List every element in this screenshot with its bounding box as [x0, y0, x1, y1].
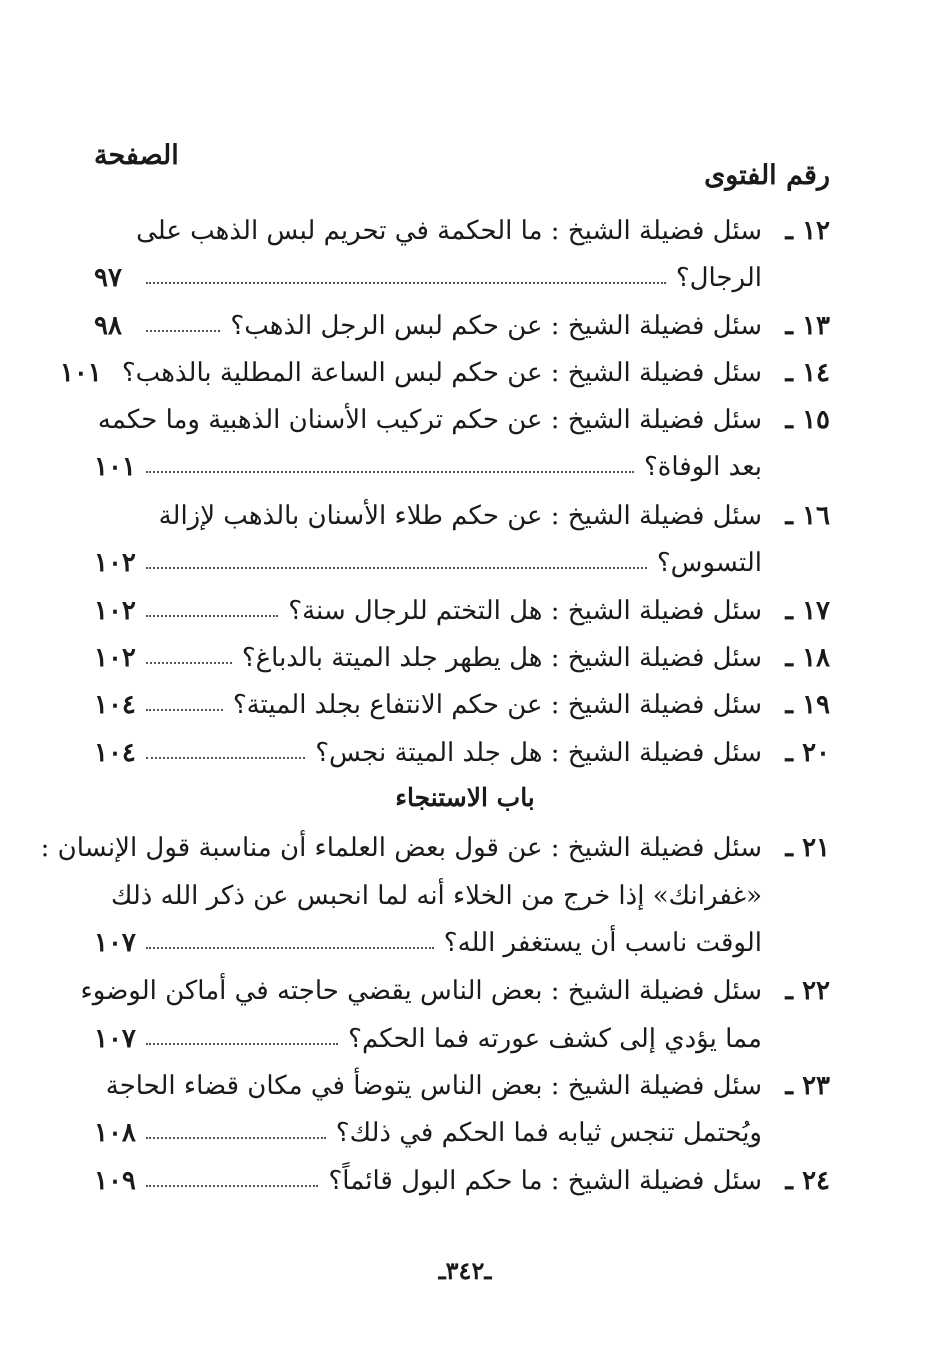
toc-line: [94, 588, 830, 634]
section-title: باب الاستنجاء: [395, 783, 535, 812]
fatwa-number: ٢٣ ـ: [785, 1071, 830, 1101]
leader-dots: [146, 1137, 326, 1139]
toc-line: [40, 825, 830, 871]
fatwa-question-text: «غفرانك» إذا خرج من الخلاء أنه لما انحبس عن ذكر الله ذلك: [110, 881, 762, 911]
toc-line: [80, 968, 830, 1014]
fatwa-number: ١٧ ـ: [785, 596, 830, 626]
fatwa-question-text: مما يؤدي إلى كشف عورته فما الحكم؟: [348, 1024, 762, 1054]
fatwa-question-text: سئل فضيلة الشيخ : ما الحكمة في تحريم لبس الذهب على: [136, 216, 762, 246]
fatwa-question-text: سئل فضيلة الشيخ : عن حكم طلاء الأسنان بالذهب لإزالة: [158, 501, 762, 531]
fatwa-question-text: سئل فضيلة الشيخ : بعض الناس يقضي حاجته في أماكن الوضوء: [80, 976, 762, 1006]
fatwa-number: ١٦ ـ: [785, 501, 830, 531]
fatwa-number: ١٢ ـ: [785, 216, 830, 246]
page-reference: ١٠٧: [94, 928, 136, 958]
toc-line: [94, 540, 830, 586]
leader-dots: [146, 471, 634, 473]
page-reference: ١٠٨: [94, 1118, 136, 1148]
fatwa-question-text: الوقت ناسب أن يستغفر الله؟: [443, 928, 762, 958]
fatwa-question-text: التسوس؟: [656, 548, 762, 578]
toc-line: [94, 255, 830, 301]
fatwa-number: ١٩ ـ: [785, 690, 830, 720]
page-reference: ٩٨: [94, 311, 122, 341]
toc-line: [94, 444, 830, 490]
toc-line: [94, 208, 830, 254]
fatwa-question-text: سئل فضيلة الشيخ : عن حكم تركيب الأسنان الذهبية وما حكمه: [97, 405, 762, 435]
fatwa-number: ١٣ ـ: [785, 311, 830, 341]
fatwa-question-text: سئل فضيلة الشيخ : عن حكم الانتفاع بجلد الميتة؟: [232, 690, 762, 720]
toc-line: [94, 920, 830, 966]
fatwa-question-text: سئل فضيلة الشيخ : بعض الناس يتوضأ في مكان قضاء الحاجة: [105, 1071, 762, 1101]
leader-dots: [146, 709, 223, 711]
fatwa-number: ١٥ ـ: [785, 405, 830, 435]
leader-dots: [146, 1043, 338, 1045]
fatwa-number: ٢٢ ـ: [785, 976, 830, 1006]
page-reference: ١٠٤: [94, 690, 136, 720]
fatwa-question-text: سئل فضيلة الشيخ : عن حكم لبس الساعة المطلية بالذهب؟: [121, 358, 762, 388]
page-number: ـ٣٤٢ـ: [438, 1256, 492, 1285]
leader-dots: [146, 662, 232, 664]
page-reference: ١٠١: [59, 358, 102, 388]
fatwa-number: ٢٠ ـ: [785, 738, 830, 768]
toc-line: [94, 873, 830, 919]
fatwa-number-column-header: رقم الفتوى: [704, 160, 830, 191]
leader-dots: [146, 567, 647, 569]
fatwa-question-text: سئل فضيلة الشيخ : عن حكم لبس الرجل الذهب؟: [230, 311, 762, 341]
fatwa-question-text: سئل فضيلة الشيخ : عن قول بعض العلماء أن مناسبة قول الإنسان :: [40, 833, 762, 863]
fatwa-number: ٢١ ـ: [785, 833, 830, 863]
leader-dots: [146, 330, 220, 332]
fatwa-number: ١٨ ـ: [785, 643, 830, 673]
page-reference: ١٠٧: [94, 1024, 136, 1054]
fatwa-question-text: ويُحتمل تنجس ثيابه فما الحكم في ذلك؟: [335, 1118, 762, 1148]
page-reference: ١٠١: [94, 452, 136, 482]
page-reference: ١٠٩: [94, 1166, 136, 1196]
toc-line: [94, 635, 830, 681]
fatwa-question-text: بعد الوفاة؟: [643, 452, 762, 482]
toc-line: [94, 493, 830, 539]
fatwa-question-text: الرجال؟: [675, 263, 762, 293]
leader-dots: [146, 615, 278, 617]
toc-line: [59, 350, 830, 396]
fatwa-number: ١٤ ـ: [785, 358, 830, 388]
page-reference: ١٠٤: [94, 738, 136, 768]
page-reference: ١٠٢: [94, 596, 136, 626]
toc-line: [94, 1016, 830, 1062]
leader-dots: [146, 947, 434, 949]
leader-dots: [146, 1185, 318, 1187]
page-column-header: الصفحة: [94, 140, 179, 171]
page-reference: ٩٧: [94, 263, 122, 293]
page-reference: ١٠٢: [94, 643, 136, 673]
fatwa-question-text: سئل فضيلة الشيخ : هل التختم للرجال سنة؟: [288, 596, 762, 626]
toc-line: [94, 397, 830, 443]
page-reference: ١٠٢: [94, 548, 136, 578]
fatwa-number: ٢٤ ـ: [785, 1166, 830, 1196]
toc-line: [94, 730, 830, 776]
fatwa-question-text: سئل فضيلة الشيخ : هل يطهر جلد الميتة بالدباغ؟: [241, 643, 762, 673]
leader-dots: [146, 282, 666, 284]
fatwa-question-text: سئل فضيلة الشيخ : هل جلد الميتة نجس؟: [315, 738, 762, 768]
toc-line: [94, 682, 830, 728]
toc-line: [94, 1158, 830, 1204]
toc-line: [94, 303, 830, 349]
toc-line: [94, 1110, 830, 1156]
fatwa-question-text: سئل فضيلة الشيخ : ما حكم البول قائماً؟: [328, 1166, 762, 1196]
leader-dots: [146, 757, 305, 759]
toc-line: [94, 1063, 830, 1109]
